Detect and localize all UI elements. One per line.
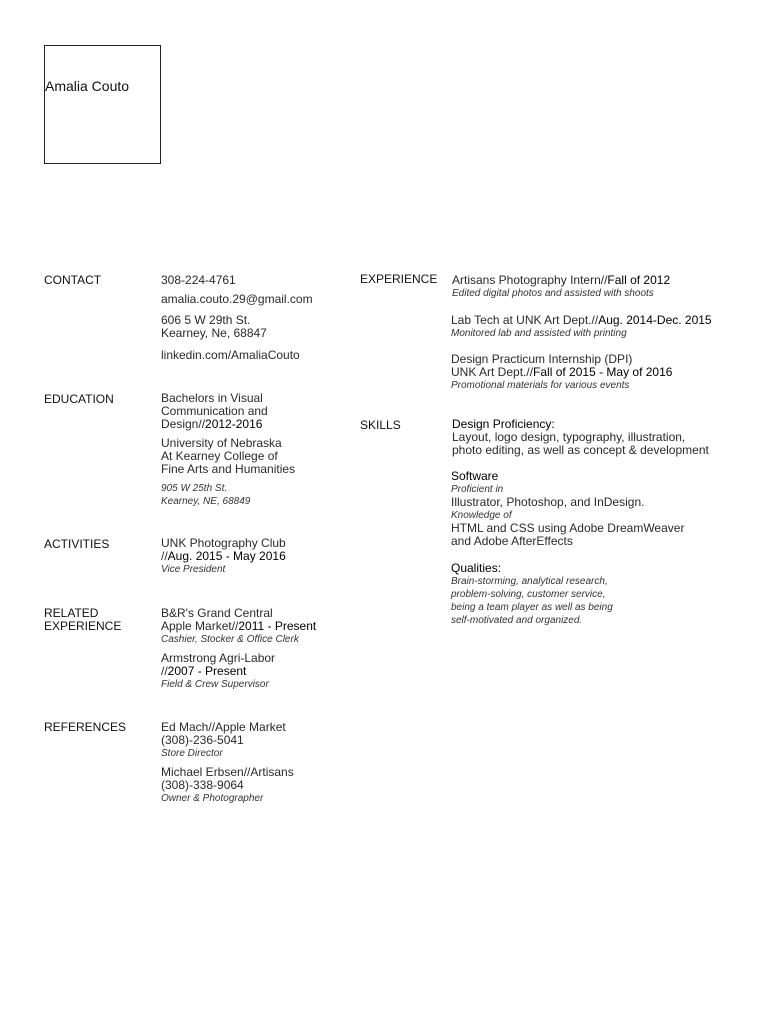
- experience-3-desc: Promotional materials for various events: [451, 380, 630, 391]
- reference-1-title: Store Director: [161, 748, 223, 759]
- degree-line1: Bachelors in Visual: [161, 391, 263, 405]
- experience-3-prefix: UNK Art Dept.//: [451, 365, 534, 379]
- experience-3-dates: Fall of 2015 - May of 2016: [533, 365, 673, 379]
- proficient-label: Proficient in: [451, 484, 504, 495]
- qualities-section: [451, 562, 613, 627]
- heading-experience: EXPERIENCE: [360, 272, 438, 286]
- proficient-list: Illustrator, Photoshop, and InDesign.: [451, 495, 645, 509]
- knowledge-line1: HTML and CSS using Adobe DreamWeaver: [451, 521, 685, 535]
- school-line2: At Kearney College of: [161, 449, 278, 463]
- qualities-title: Qualities:: [451, 561, 502, 575]
- contact-email: amalia.couto.29@gmail.com: [161, 292, 313, 306]
- heading-related-experience: [44, 607, 121, 633]
- qualities-line3: being a team player as well as being: [451, 602, 613, 613]
- heading-education: EDUCATION: [44, 392, 114, 406]
- related-job-2-line2: [161, 665, 316, 678]
- related-job-2-dates: 2007 - Present: [167, 664, 247, 678]
- experience-3: [451, 353, 672, 392]
- experience-1-dates: Fall of 2012: [607, 273, 671, 287]
- experience-2: [451, 314, 712, 340]
- contact-email-block: [161, 293, 313, 306]
- experience-3-title: [451, 366, 672, 379]
- experience-3-line0: Design Practicum Internship (DPI): [451, 352, 633, 366]
- contact-address: [161, 314, 267, 340]
- related-job-1-role: Cashier, Stocker & Office Clerk: [161, 634, 299, 645]
- reference-2-title: Owner & Photographer: [161, 793, 264, 804]
- experience-2-desc: Monitored lab and assisted with printing: [451, 328, 627, 339]
- qualities-line2: problem-solving, customer service,: [451, 589, 606, 600]
- degree-line3-prefix: Design//: [161, 417, 206, 431]
- related-job-1-line2: [161, 620, 316, 633]
- experience-1-prefix: Artisans Photography Intern//: [452, 273, 608, 287]
- related-experience-section: [161, 607, 316, 691]
- reference-1-name: Ed Mach//Apple Market: [161, 720, 286, 734]
- experience-2-prefix: Lab Tech at UNK Art Dept.//: [451, 313, 599, 327]
- activity-org: UNK Photography Club: [161, 536, 286, 550]
- activity-dates-prefix: //: [161, 549, 168, 563]
- resume-name: Amalia Couto: [45, 78, 130, 94]
- experience-1-title: [452, 274, 670, 287]
- school-line3: Fine Arts and Humanities: [161, 462, 296, 476]
- reference-2-phone: (308)-338-9064: [161, 778, 244, 792]
- knowledge-label: Knowledge of: [451, 510, 512, 521]
- heading-references: REFERENCES: [44, 720, 127, 734]
- degree-line3: [161, 418, 295, 431]
- design-proficiency-line1: Layout, logo design, typography, illustration,: [452, 430, 686, 444]
- activity-dates-line: [161, 550, 286, 563]
- school-address-line1: 905 W 25th St.: [161, 483, 228, 494]
- contact-section: [161, 274, 236, 287]
- school-line1: University of Nebraska: [161, 436, 282, 450]
- knowledge-line2: and Adobe AfterEffects: [451, 534, 573, 548]
- contact-address-line2: Kearney, Ne, 68847: [161, 326, 267, 340]
- experience-1: [452, 274, 670, 300]
- skills-section: [452, 418, 709, 457]
- activities-section: [161, 537, 286, 576]
- school-address-line2: Kearney, NE, 68849: [161, 496, 251, 507]
- heading-contact: CONTACT: [44, 273, 102, 287]
- degree-line2: Communication and: [161, 404, 268, 418]
- related-job-2-line1: Armstrong Agri-Labor: [161, 651, 276, 665]
- education-section: [161, 392, 295, 508]
- related-job-2-prefix: //: [161, 664, 168, 678]
- related-job-2-role: Field & Crew Supervisor: [161, 679, 269, 690]
- heading-activities: ACTIVITIES: [44, 537, 110, 551]
- degree-years: 2012-2016: [205, 417, 263, 431]
- contact-linkedin-block: [161, 349, 300, 362]
- experience-2-dates: Aug. 2014-Dec. 2015: [598, 313, 712, 327]
- software-title: Software: [451, 469, 499, 483]
- references-section: [161, 721, 294, 805]
- qualities-line1: Brain-storming, analytical research,: [451, 576, 608, 587]
- reference-2-name: Michael Erbsen//Artisans: [161, 765, 294, 779]
- heading-related-experience-line1: RELATED: [44, 606, 99, 620]
- experience-2-title: [451, 314, 712, 327]
- qualities-line4: self-motivated and organized.: [451, 615, 583, 626]
- design-proficiency-title: Design Proficiency:: [452, 417, 555, 431]
- software-section: [451, 470, 684, 548]
- reference-1-phone: (308)-236-5041: [161, 733, 244, 747]
- contact-address-line1: 606 5 W 29th St.: [161, 313, 251, 327]
- name-box: [44, 45, 161, 164]
- design-proficiency-line2: photo editing, as well as concept & development: [452, 443, 709, 457]
- related-job-1-dates: 2011 - Present: [238, 619, 317, 633]
- heading-skills: SKILLS: [360, 418, 401, 432]
- contact-linkedin: linkedin.com/AmaliaCouto: [161, 348, 300, 362]
- activity-role: Vice President: [161, 564, 226, 575]
- related-job-1-line1: B&R's Grand Central: [161, 606, 273, 620]
- contact-phone: 308-224-4761: [161, 273, 236, 287]
- heading-related-experience-line2: EXPERIENCE: [44, 619, 122, 633]
- related-job-1-prefix: Apple Market//: [161, 619, 239, 633]
- experience-1-desc: Edited digital photos and assisted with shoots: [452, 288, 654, 299]
- activity-dates: Aug. 2015 - May 2016: [167, 549, 286, 563]
